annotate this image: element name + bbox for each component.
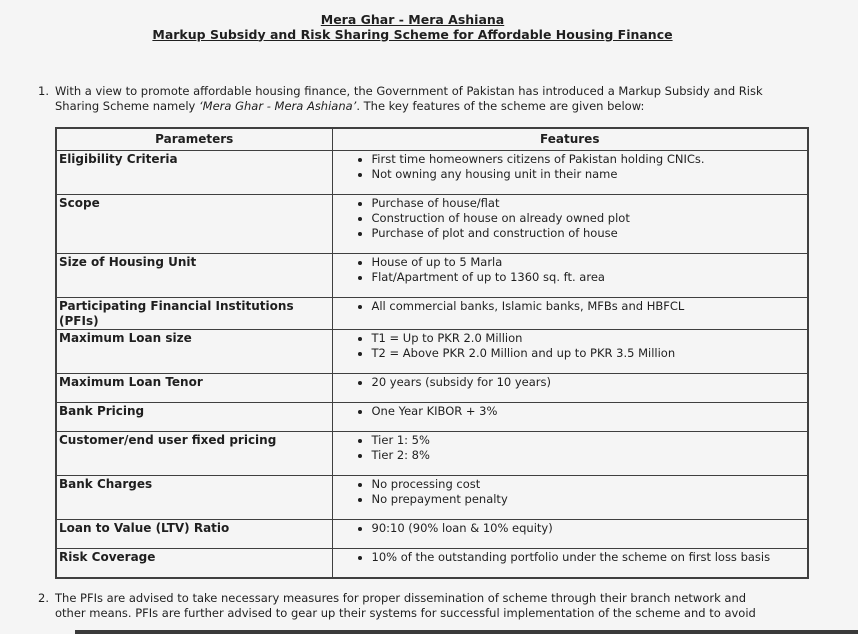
features-cell xyxy=(332,374,808,403)
parameter-cell: Risk Coverage xyxy=(56,549,332,579)
feature-item: • Construction of house on already owned plot xyxy=(372,211,806,226)
table-row xyxy=(56,195,808,254)
features-cell xyxy=(332,254,808,298)
parameter-cell: Loan to Value (LTV) Ratio xyxy=(56,520,332,549)
features-cell xyxy=(332,549,808,579)
feature-item: • Purchase of plot and construction of house xyxy=(372,226,806,241)
parameter-cell: Customer/end user fixed pricing xyxy=(56,432,332,476)
features-list xyxy=(333,477,806,507)
feature-item: • Purchase of house/flat xyxy=(372,196,806,211)
feature-item: • T2 = Above PKR 2.0 Million and up to PKR 3.5 Million xyxy=(372,346,806,361)
features-list xyxy=(333,521,806,536)
document-page xyxy=(0,13,858,634)
page-title-line2: Markup Subsidy and Risk Sharing Scheme for Affordable Housing Finance xyxy=(152,26,673,42)
intro-line2-after: . The key features of the scheme are given below: xyxy=(356,99,645,113)
intro-line2-before: Sharing Scheme namely xyxy=(55,99,199,113)
table-row xyxy=(56,432,808,476)
intro-paragraph xyxy=(38,84,858,114)
parameter-cell: Bank Charges xyxy=(56,476,332,520)
parameter-cell: Bank Pricing xyxy=(56,403,332,432)
closing-line2: other means. PFIs are further advised to gear up their systems for successful implementation of the scheme and to avoid xyxy=(55,606,756,620)
features-cell xyxy=(332,476,808,520)
table-header-row xyxy=(56,128,808,151)
scheme-table xyxy=(55,127,809,579)
features-list xyxy=(333,433,806,463)
page-title-line1: Mera Ghar - Mera Ashiana xyxy=(320,12,505,27)
closing-line1: The PFIs are advised to take necessary measures for proper dissemination of scheme through their branch network and xyxy=(55,591,747,605)
table-row xyxy=(56,151,808,195)
feature-item: • All commercial banks, Islamic banks, MFBs and HBFCL xyxy=(372,299,806,314)
feature-item: • First time homeowners citizens of Pakistan holding CNICs. xyxy=(372,152,806,167)
features-cell xyxy=(332,298,808,330)
table-row xyxy=(56,298,808,330)
feature-item: • No processing cost xyxy=(372,477,806,492)
features-cell xyxy=(332,330,808,374)
intro-paragraph-number: 1. xyxy=(38,84,49,98)
feature-item: • 10% of the outstanding portfolio under the scheme on first loss basis xyxy=(372,550,806,565)
feature-item: • Tier 1: 5% xyxy=(372,433,806,448)
parameter-cell: Maximum Loan Tenor xyxy=(56,374,332,403)
table-row xyxy=(56,549,808,579)
feature-item: • 90:10 (90% loan & 10% equity) xyxy=(372,521,806,536)
feature-item: • House of up to 5 Marla xyxy=(372,255,806,270)
parameter-cell: Size of Housing Unit xyxy=(56,254,332,298)
table-header-parameters: Parameters xyxy=(56,128,332,151)
features-list xyxy=(333,255,806,285)
table-header-features: Features xyxy=(332,128,808,151)
feature-item: • One Year KIBOR + 3% xyxy=(372,404,806,419)
features-cell xyxy=(332,520,808,549)
feature-item: • 20 years (subsidy for 10 years) xyxy=(372,375,806,390)
table-row xyxy=(56,403,808,432)
parameter-cell: Eligibility Criteria xyxy=(56,151,332,195)
bottom-partial-element xyxy=(75,630,858,634)
scheme-table-container xyxy=(55,127,858,579)
features-list xyxy=(333,404,806,419)
table-row xyxy=(56,330,808,374)
feature-item: • Tier 2: 8% xyxy=(372,448,806,463)
parameter-cell: Participating Financial Institutions (PFIs) xyxy=(56,298,332,330)
feature-item: • T1 = Up to PKR 2.0 Million xyxy=(372,331,806,346)
intro-paragraph-text xyxy=(55,84,827,114)
page-title xyxy=(0,13,825,42)
features-cell xyxy=(332,195,808,254)
table-row xyxy=(56,254,808,298)
table-row xyxy=(56,476,808,520)
features-cell xyxy=(332,432,808,476)
table-row xyxy=(56,374,808,403)
features-list xyxy=(333,550,806,565)
table-row xyxy=(56,520,808,549)
features-list xyxy=(333,299,806,314)
closing-paragraph-text xyxy=(55,591,827,621)
features-cell xyxy=(332,403,808,432)
scheme-name-italic: ‘Mera Ghar - Mera Ashiana’ xyxy=(199,99,357,113)
features-list xyxy=(333,152,806,182)
intro-line1: With a view to promote affordable housing finance, the Government of Pakistan has introduced a Markup Subsidy and Risk xyxy=(55,84,763,98)
closing-paragraph-number: 2. xyxy=(38,591,49,605)
features-list xyxy=(333,375,806,390)
feature-item: • Not owning any housing unit in their name xyxy=(372,167,806,182)
scheme-table-body xyxy=(56,151,808,579)
closing-paragraph xyxy=(38,591,858,621)
features-list xyxy=(333,196,806,241)
features-list xyxy=(333,331,806,361)
parameter-cell: Maximum Loan size xyxy=(56,330,332,374)
features-cell xyxy=(332,151,808,195)
parameter-cell: Scope xyxy=(56,195,332,254)
feature-item: • Flat/Apartment of up to 1360 sq. ft. area xyxy=(372,270,806,285)
feature-item: • No prepayment penalty xyxy=(372,492,806,507)
